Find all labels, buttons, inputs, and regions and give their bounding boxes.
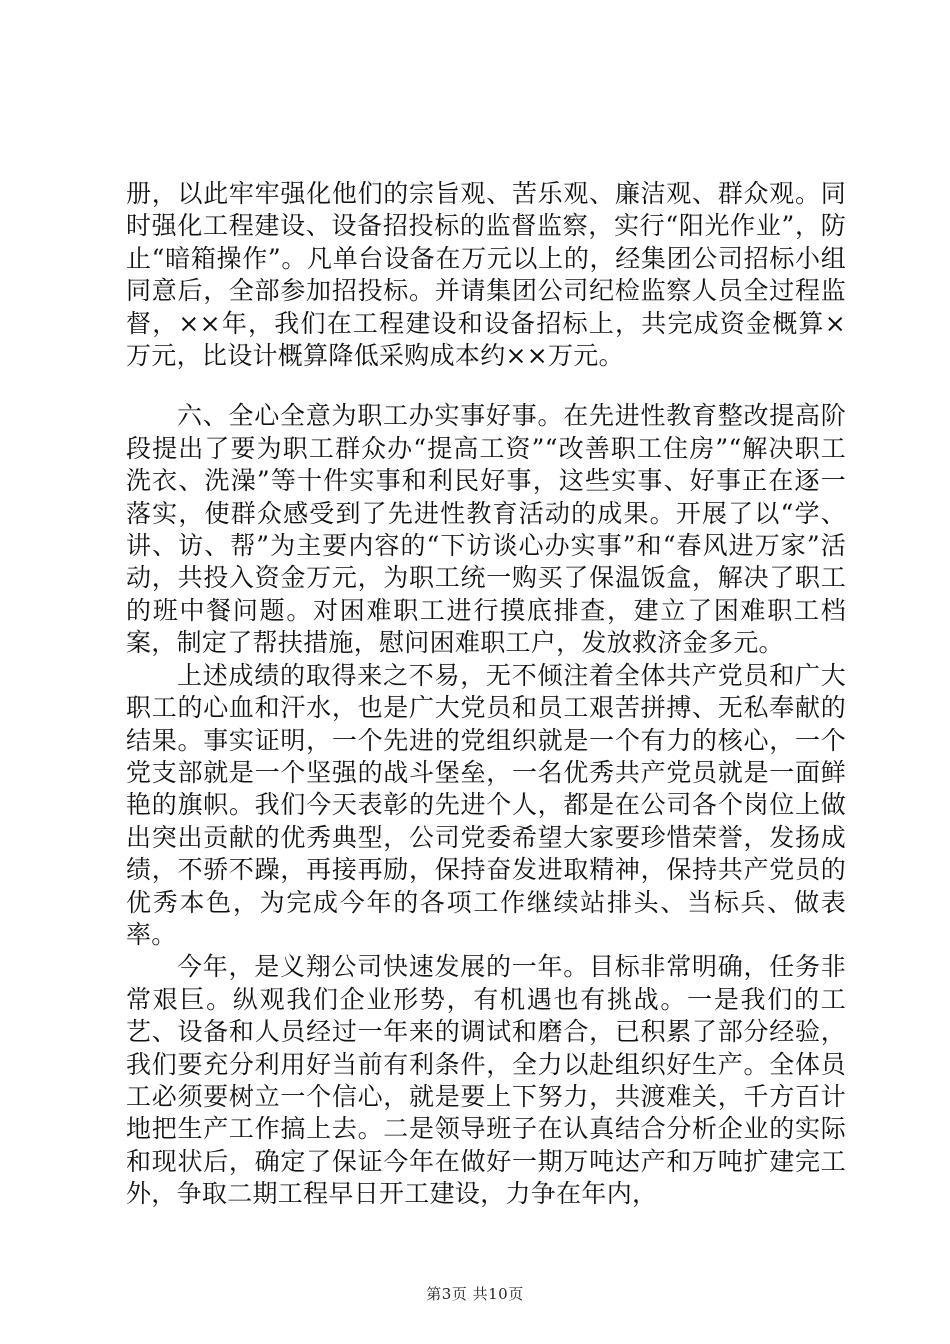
- paragraph-gap: [126, 372, 846, 400]
- paragraph-continuation: 册，以此牢牢强化他们的宗旨观、苦乐观、廉洁观、群众观。同时强化工程建设、设备招投标的监督监察，实行“阳光作业”，防止“暗箱操作”。凡单台设备在万元以上的，经集团公司招标小组同意后，全部参加招投标。并请集团公司纪检监察人员全过程监督，××年，我们在工程建设和设备招标上，共完成资金概算×万元，比设计概算降低采购成本约××万元。: [126, 179, 846, 371]
- paragraph-achievements: 上述成绩的取得来之不易，无不倾注着全体共产党员和广大职工的心血和汗水，也是广大党员和员工艰苦拼搏、无私奉献的结果。事实证明，一个先进的党组织就是一个有力的核心，一个党支部就是一个坚强的战斗堡垒，一名优秀共产党员就是一面鲜艳的旗帜。我们今天表彰的先进个人，都是在公司各个岗位上做出突出贡献的优秀典型，公司党委希望大家要珍惜荣誉，发扬成绩，不骄不躁，再接再励，保持奋发进取精神，保持共产党员的优秀本色，为完成今年的各项工作继续站排头、当标兵、做表率。: [126, 660, 846, 949]
- document-body: [126, 178, 846, 1211]
- paragraph-this-year: 今年，是义翔公司快速发展的一年。目标非常明确，任务非常艰巨。纵观我们企业形势，有机遇也有挑战。一是我们的工艺、设备和人员经过一年来的调试和磨合，已积累了部分经验，我们要充分利用好当前有利条件，全力以赴组织好生产。全体员工必须要树立一个信心，就是要上下努力，共渡难关，千方百计地把生产工作搞上去。二是领导班子在认真结合分析企业的实际和现状后，确定了保证今年在做好一期万吨达产和万吨扩建完工外，争取二期工程早日开工建设，力争在年内，: [126, 952, 846, 1209]
- page-footer: 第3页 共10页: [426, 1285, 524, 1303]
- paragraph-section-six: 六、全心全意为职工办实事好事。在先进性教育整改提高阶段提出了要为职工群众办“提高工资”“改善职工住房”“解决职工洗衣、洗澡”等十件实事和利民好事，这些实事、好事正在逐一落实，使群众感受到了先进性教育活动的成果。开展了以“学、讲、访、帮”为主要内容的“下访谈心办实事”和“春风进万家”活动，共投入资金万元，为职工统一购买了保温饭盒，解决了职工的班中餐问题。对困难职工进行摸底排查，建立了困难职工档案，制定了帮扶措施，慰问困难职工户，发放救济金多元。: [126, 401, 846, 658]
